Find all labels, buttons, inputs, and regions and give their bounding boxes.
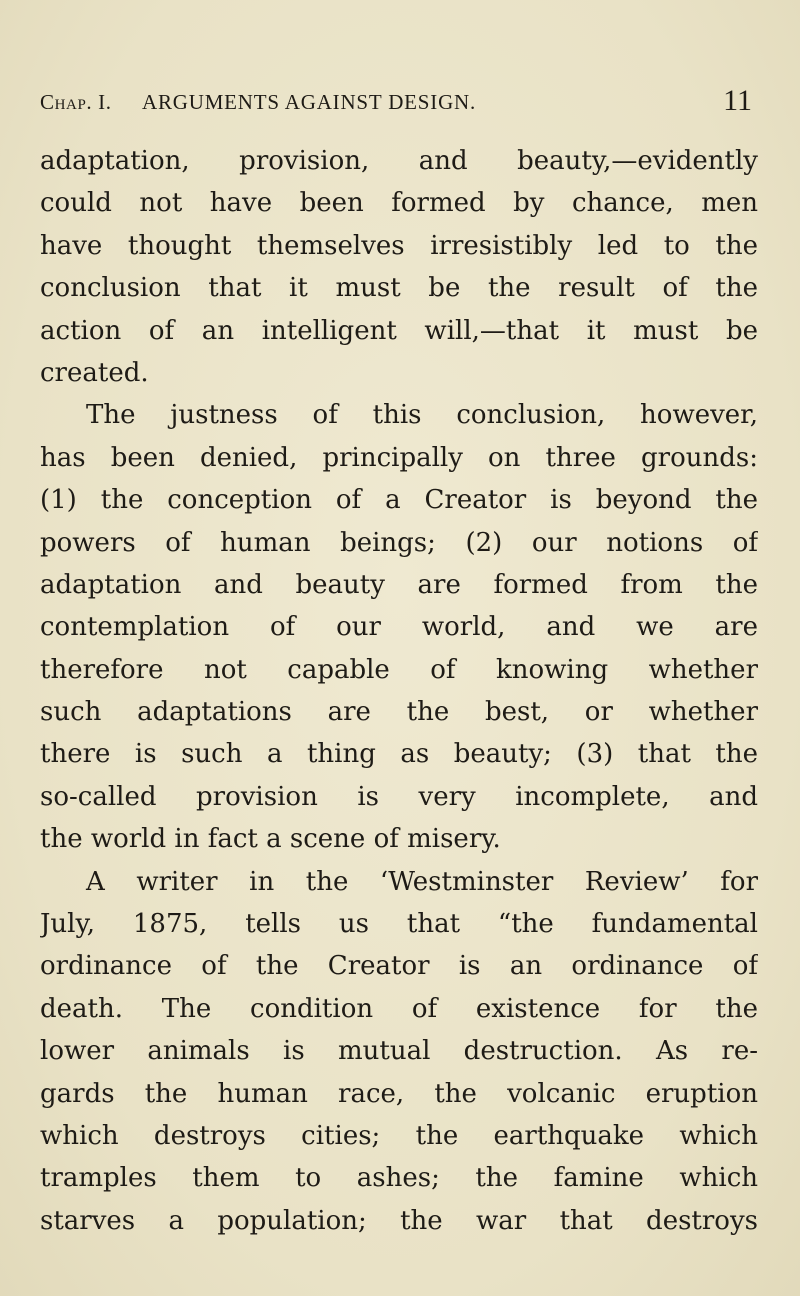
- text-line: action of an intelligent will,—that it must be: [40, 315, 758, 346]
- text-line: gards the human race, the volcanic eruption: [40, 1078, 758, 1109]
- text-line: death. The condition of existence for the: [40, 993, 758, 1024]
- chapter-label: Chap. I.: [40, 90, 112, 114]
- text-line: the world in fact a scene of misery.: [40, 824, 501, 855]
- text-line: which destroys cities; the earthquake which: [40, 1120, 758, 1151]
- text-line: lower animals is mutual destruction. As re-: [40, 1036, 758, 1067]
- text-line: could not have been formed by chance, men: [40, 188, 758, 219]
- text-line: so-called provision is very incomplete, and: [40, 781, 758, 812]
- text-line: such adaptations are the best, or whether: [40, 697, 758, 728]
- text-line: conclusion that it must be the result of the: [40, 273, 758, 304]
- page-number: 11: [723, 84, 752, 117]
- text-line: therefore not capable of knowing whether: [40, 654, 758, 685]
- text-line: has been denied, principally on three grounds:: [40, 442, 758, 473]
- text-line: contemplation of our world, and we are: [40, 612, 758, 643]
- text-line: there is such a thing as beauty; (3) that the: [40, 739, 758, 770]
- text-line: have thought themselves irresistibly led to the: [40, 230, 758, 261]
- running-head: [40, 86, 758, 122]
- text-line: tramples them to ashes; the famine which: [40, 1163, 758, 1194]
- text-line: July, 1875, tells us that “the fundamental: [40, 909, 758, 940]
- text-line: created.: [40, 357, 149, 388]
- text-line: starves a population; the war that destroys: [40, 1205, 758, 1236]
- text-line: A writer in the ‘Westminster Review’ for: [86, 866, 758, 897]
- chapter-title: ARGUMENTS AGAINST DESIGN.: [142, 90, 477, 114]
- text-line: adaptation and beauty are formed from the: [40, 569, 758, 600]
- body-text: [40, 140, 758, 1242]
- text-line: adaptation, provision, and beauty,—evidently: [40, 146, 758, 176]
- text-line: powers of human beings; (2) our notions of: [40, 527, 758, 558]
- text-line: ordinance of the Creator is an ordinance of: [40, 951, 758, 982]
- text-line: The justness of this conclusion, however,: [86, 400, 758, 431]
- text-line: (1) the conception of a Creator is beyond the: [40, 485, 758, 516]
